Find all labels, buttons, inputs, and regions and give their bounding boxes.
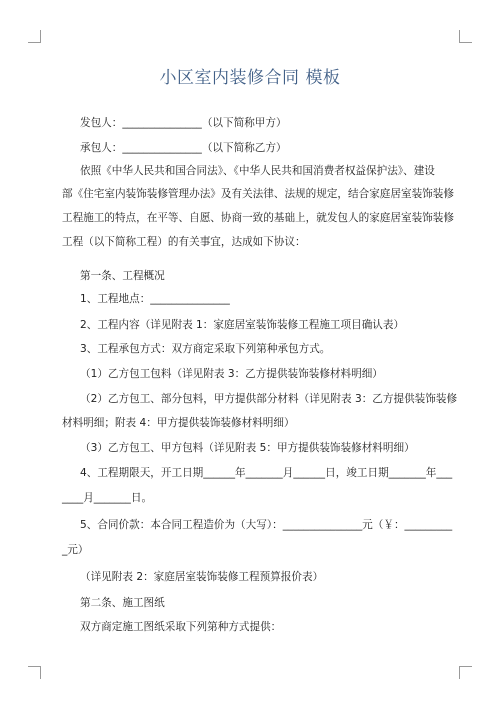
- clause-line: 2、工程内容（详见附表 1：家庭居室装饰装修工程施工项目确认表）: [80, 319, 405, 331]
- crop-mark-top-right: [459, 30, 472, 43]
- crop-mark-bottom-left: [28, 666, 41, 679]
- clause-line: 4、工程期限天，开工日期______年_______月______日，竣工日期_______年___: [80, 467, 453, 479]
- section-heading: 第二条、施工图纸: [80, 597, 165, 609]
- clause-line: 材料明细；附表 4：甲方提供装饰装修材料明细）: [62, 417, 295, 429]
- clause-line: 1、工程地点：_______________: [80, 293, 230, 305]
- clause-line: （2）乙方包工、部分包料，甲方提供部分材料（详见附表 3：乙方提供装饰装修: [80, 393, 458, 405]
- clause-line: 5、合同价款：本合同工程造价为（大写）：_______________元（￥：_________: [80, 519, 453, 531]
- preamble-line: 工程施工的特点，在平等、自愿、协商一致的基础上，就发包人的家庭居室装饰装修: [62, 212, 454, 224]
- party-b-line: 承包人：_______________（以下简称乙方）: [80, 142, 287, 154]
- crop-mark-bottom-right: [459, 666, 472, 679]
- clause-line: （详见附表 2：家庭居室装饰装修工程预算报价表）: [80, 571, 324, 583]
- clause-line: 3、工程承包方式：双方商定采取下列第种承包方式。: [80, 343, 331, 355]
- section-heading: 第一条、工程概况: [80, 270, 165, 282]
- clause-line: _元）: [62, 544, 89, 556]
- clause-line: 双方商定施工图纸采取下列第种方式提供：: [80, 621, 282, 633]
- clause-line: （1）乙方包工包料（详见附表 3：乙方提供装饰装修材料明细）: [80, 368, 383, 380]
- preamble-line: 依照《中华人民共和国合同法》、《中华人民共和国消费者权益保护法》、建设: [80, 165, 435, 177]
- clause-line: （3）乙方包工、甲方包料（详见附表 5：甲方提供装饰装修材料明细）: [80, 442, 415, 454]
- clause-line: ____月_______日。: [62, 492, 153, 504]
- preamble-line: 工程（以下简称工程）的有关事宜，达成如下协议：: [62, 236, 306, 248]
- preamble-line: 部《住宅室内装饰装修管理办法》及有关法律、法规的规定，结合家庭居室装饰装修: [62, 188, 454, 200]
- document-title: 小区室内装修合同 模板: [159, 68, 341, 88]
- crop-mark-top-left: [28, 30, 41, 43]
- party-a-line: 发包人：_______________（以下简称甲方）: [80, 117, 287, 129]
